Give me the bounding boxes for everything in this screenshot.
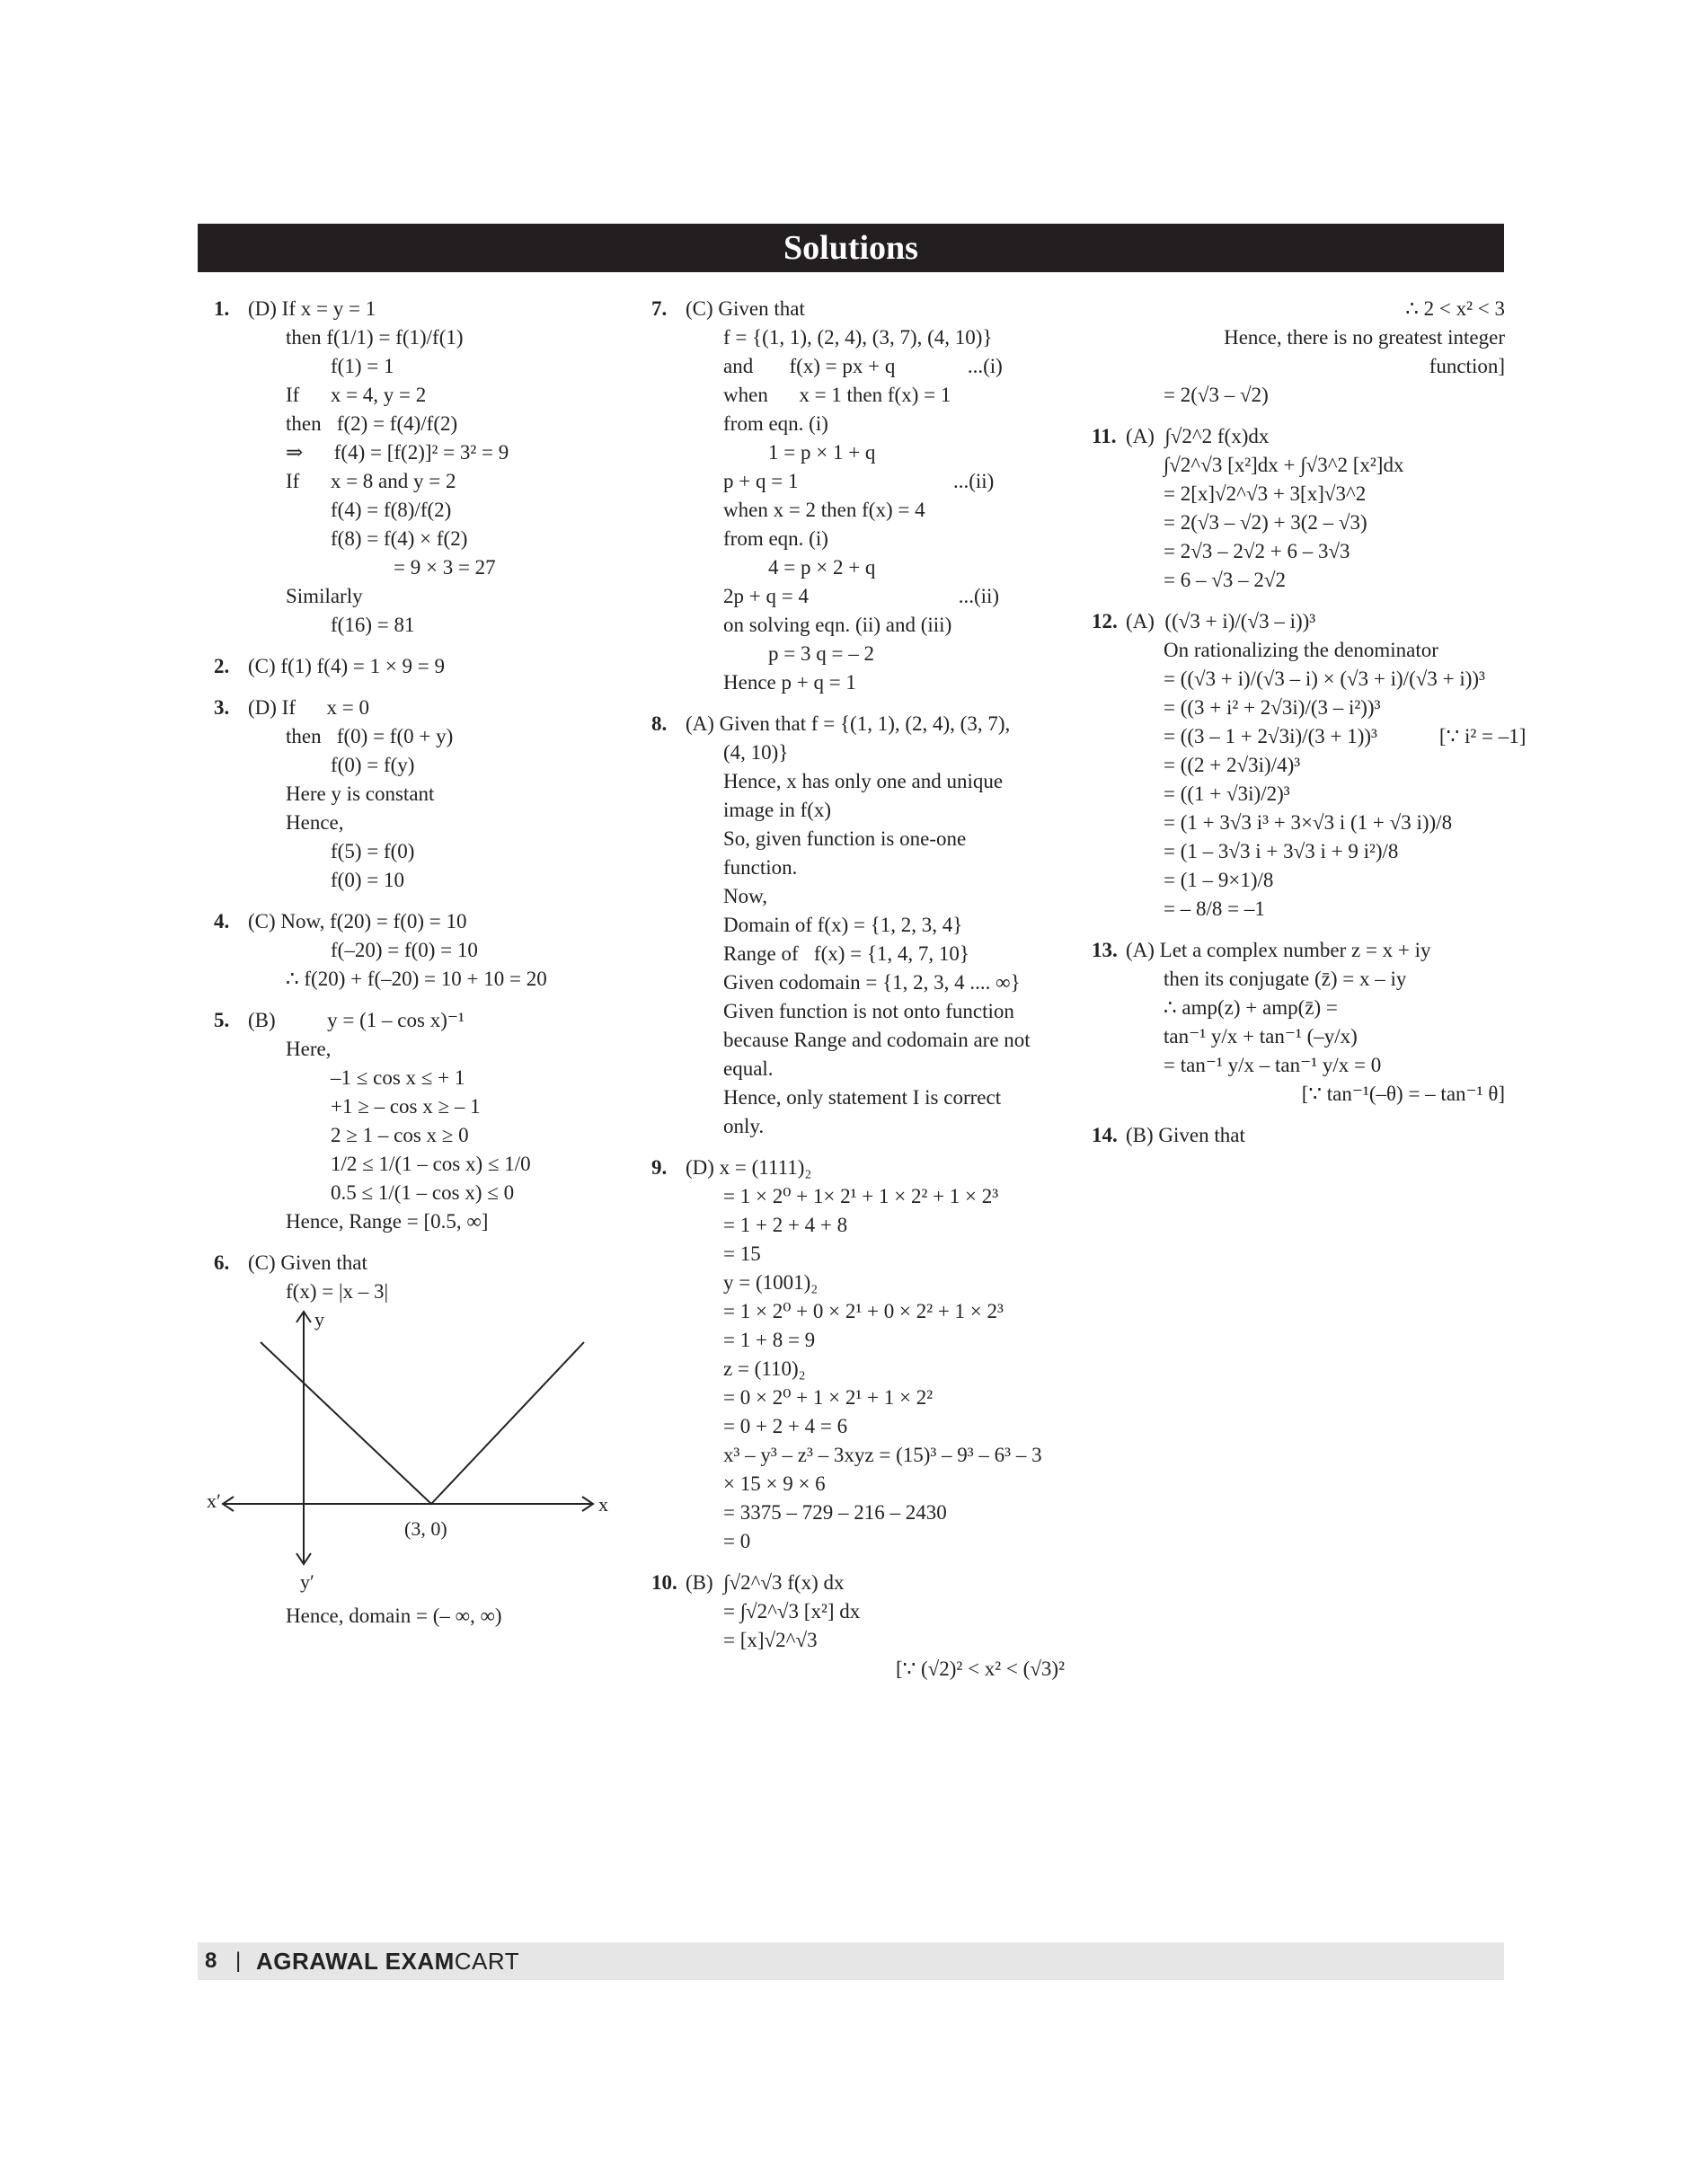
solution-text: Hence, Range = [0.5, ∞] <box>286 1210 489 1233</box>
solution-text: 4 = p × 2 + q <box>768 556 876 579</box>
y-prime-label: y′ <box>300 1570 314 1593</box>
page-number: 8 <box>205 1949 217 1973</box>
question-number: 11. <box>1092 425 1117 447</box>
solution-line <box>1092 323 1505 352</box>
question-number: 7. <box>651 297 668 320</box>
column-right <box>1092 295 1527 1150</box>
solution-line <box>651 553 1065 582</box>
solution-line <box>651 1297 1065 1326</box>
solution-text: then f(0) = f(0 + y) <box>286 725 454 747</box>
solution-text: when x = 2 then f(x) = 4 <box>723 499 925 521</box>
solution-line <box>214 780 591 809</box>
question-answer-line <box>651 295 1065 323</box>
solution-line <box>651 853 1065 882</box>
question-answer-line <box>214 694 591 722</box>
solution-text: = ((√3 + i)/(√3 – i) × (√3 + i)/(√3 + i))³ <box>1164 667 1485 690</box>
solution-text: Hence, domain = (– ∞, ∞) <box>286 1604 502 1627</box>
solution-text: Hence, only statement I is correct <box>723 1086 1002 1109</box>
solution-text: f(x) = |x – 3| <box>286 1280 389 1303</box>
solution-line <box>1092 480 1505 508</box>
solution-text: ⇒ f(4) = [f(2)]² = 3² = 9 <box>286 441 509 464</box>
question-number: 3. <box>214 696 230 719</box>
solution-line <box>651 1269 1065 1297</box>
spacer <box>214 895 591 907</box>
solution-text: Here y is constant <box>286 782 435 805</box>
solution-text: = 1 × 2⁰ + 1× 2¹ + 1 × 2² + 1 × 2³ <box>723 1185 999 1207</box>
solution-line <box>1092 537 1505 566</box>
solution-text: = 1 + 8 = 9 <box>723 1329 816 1351</box>
solution-text: = 1 + 2 + 4 + 8 <box>723 1214 848 1236</box>
solution-line <box>214 1150 591 1179</box>
solution-text: = 2(√3 – √2) <box>1164 384 1269 406</box>
solution-text: because Range and codomain are not <box>723 1029 1031 1051</box>
solution-text: = (1 – 9×1)/8 <box>1164 869 1274 891</box>
solution-text: = ∫√2^√3 [x²] dx <box>723 1600 861 1622</box>
solution-line <box>651 1527 1065 1556</box>
solution-line <box>651 1026 1065 1055</box>
question-number: 8. <box>651 712 668 735</box>
solution-line <box>651 1240 1065 1269</box>
solution-line <box>214 1092 591 1121</box>
solution-text: Hence, x has only one and unique <box>723 770 1004 792</box>
answer-text: (B) ∫√2^√3 f(x) dx <box>686 1571 845 1594</box>
solution-text: on solving eqn. (ii) and (iii) <box>723 614 952 636</box>
spacer <box>1092 924 1505 936</box>
spacer <box>214 994 591 1006</box>
solution-line <box>214 1064 591 1092</box>
question-answer-line <box>1092 936 1505 965</box>
question-answer-line <box>214 1249 591 1277</box>
solution-text: × 15 × 9 × 6 <box>723 1472 826 1495</box>
solution-line <box>651 1498 1065 1527</box>
solution-line <box>214 352 591 381</box>
solution-text: = 2√3 – 2√2 + 6 – 3√3 <box>1164 540 1350 562</box>
solution-text: = 6 – √3 – 2√2 <box>1164 569 1286 591</box>
spacer <box>1092 410 1505 422</box>
answer-text: (C) Given that <box>686 297 805 320</box>
solution-text: = tan⁻¹ y/x – tan⁻¹ y/x = 0 <box>1164 1054 1382 1076</box>
solution-line <box>651 882 1065 911</box>
question-answer-line <box>214 652 591 681</box>
answer-text: (D) x = (1111)₂ <box>686 1156 812 1179</box>
solution-line <box>651 825 1065 853</box>
solution-text: –1 ≤ cos x ≤ + 1 <box>331 1066 465 1089</box>
solution-text: If x = 4, y = 2 <box>286 384 427 406</box>
solution-line <box>651 1441 1065 1470</box>
solution-line <box>651 911 1065 940</box>
solution-text: Given codomain = {1, 2, 3, 4 .... ∞} <box>723 971 1021 994</box>
question-number: 9. <box>651 1156 668 1179</box>
solution-text: 1 = p × 1 + q <box>768 441 876 464</box>
solution-text: f(0) = 10 <box>331 869 404 891</box>
solution-text: [∵ tan⁻¹(–θ) = – tan⁻¹ θ] <box>1301 1083 1505 1105</box>
solution-line <box>214 965 591 994</box>
solution-text: p = 3 q = – 2 <box>768 642 874 665</box>
solution-text: 2p + q = 4 ...(ii) <box>723 585 1000 607</box>
solution-line <box>1092 809 1505 837</box>
answer-text: (C) Now, f(20) = f(0) = 10 <box>248 910 467 933</box>
solution-text: 0.5 ≤ 1/(1 – cos x) ≤ 0 <box>331 1181 515 1204</box>
question-answer-line <box>1092 607 1505 636</box>
question-answer-line <box>651 1154 1065 1182</box>
spacer <box>214 640 591 652</box>
solution-line <box>651 1112 1065 1141</box>
solution-line <box>1092 965 1505 994</box>
solution-text: = 2(√3 – √2) + 3(2 – √3) <box>1164 511 1367 534</box>
solution-line <box>651 668 1065 697</box>
question-answer-line <box>214 1006 591 1035</box>
solution-line <box>651 738 1065 767</box>
solution-text: Similarly <box>286 585 363 607</box>
solution-line <box>651 438 1065 467</box>
solution-line <box>1092 381 1505 410</box>
solution-line <box>651 1412 1065 1441</box>
question-answer-line <box>214 907 591 936</box>
solution-line <box>651 1326 1065 1355</box>
solution-line <box>214 323 591 352</box>
solution-line <box>214 936 591 965</box>
solution-text: 2 ≥ 1 – cos x ≥ 0 <box>331 1124 469 1146</box>
question-number: 5. <box>214 1009 230 1031</box>
solution-line <box>1092 451 1505 480</box>
solution-line <box>651 968 1065 997</box>
spacer <box>651 1556 1065 1569</box>
solution-text: Domain of f(x) = {1, 2, 3, 4} <box>723 914 963 936</box>
solution-line <box>1092 566 1505 595</box>
question-number: 1. <box>214 297 230 320</box>
solution-text: ∴ 2 < x² < 3 <box>1405 297 1505 320</box>
solution-text: Now, <box>723 885 767 907</box>
solution-text: Range of f(x) = {1, 4, 7, 10} <box>723 942 969 965</box>
solution-text: f(1) = 1 <box>331 355 394 377</box>
solution-text: ∴ f(20) + f(–20) = 10 + 10 = 20 <box>286 968 547 990</box>
solution-line <box>214 1035 591 1064</box>
solution-text: f(4) = f(8)/f(2) <box>331 499 452 521</box>
solution-text: = 15 <box>723 1242 761 1265</box>
solution-text: [∵ (√2)² < x² < (√3)² <box>895 1658 1065 1680</box>
solution-text: = – 8/8 = –1 <box>1164 897 1265 920</box>
spacer <box>214 1236 591 1249</box>
solution-line <box>1092 636 1505 665</box>
solution-text: = [x]√2^√3 <box>723 1629 818 1651</box>
solution-line <box>651 496 1065 525</box>
solution-text: = 0 <box>723 1530 751 1552</box>
abs-function-graph <box>207 1306 609 1594</box>
y-axis-label: y <box>314 1308 324 1330</box>
solution-line <box>1092 895 1505 924</box>
solution-line <box>651 1355 1065 1383</box>
publisher-brand <box>256 1946 519 1976</box>
x-axis-label: x <box>598 1493 608 1516</box>
solution-line <box>1092 1051 1505 1080</box>
solution-line <box>214 553 591 582</box>
answer-text: (B) Given that <box>1126 1124 1245 1146</box>
solution-text: Hence p + q = 1 <box>723 671 856 694</box>
brand-bold-text: AGRAWAL EXAM <box>256 1948 455 1975</box>
question-number: 6. <box>214 1251 230 1274</box>
solution-line <box>651 352 1065 381</box>
solution-line <box>1092 837 1505 866</box>
solution-line <box>651 611 1065 640</box>
solution-line <box>651 1597 1065 1626</box>
solution-line <box>651 767 1065 796</box>
solution-line <box>1092 751 1505 780</box>
solution-text: x³ – y³ – z³ – 3xyz = (15)³ – 9³ – 6³ – 3 <box>723 1444 1042 1466</box>
solution-line <box>1092 1022 1505 1051</box>
solution-text: = ((2 + 2√3i)/4)³ <box>1164 754 1301 776</box>
solution-line <box>651 1655 1065 1684</box>
solution-line <box>214 1602 591 1631</box>
spacer <box>214 681 591 694</box>
solution-line <box>214 837 591 866</box>
solution-text: and f(x) = px + q ...(i) <box>723 355 1003 377</box>
solution-line <box>651 1182 1065 1211</box>
question-number: 12. <box>1092 610 1118 632</box>
solution-text: from eqn. (i) <box>723 527 828 550</box>
solution-text: ∴ amp(z) + amp(z̄) = <box>1164 996 1338 1019</box>
solution-line <box>1092 694 1505 722</box>
answer-text: (A) ∫√2^2 f(x)dx <box>1126 425 1270 447</box>
solution-text: f(0) = f(y) <box>331 754 415 776</box>
solution-line <box>1092 1080 1505 1109</box>
solution-text: y = (1001)₂ <box>723 1271 819 1294</box>
question-answer-line <box>651 1569 1065 1597</box>
solution-text: = 3375 – 729 – 216 – 2430 <box>723 1501 947 1524</box>
solution-line <box>651 997 1065 1026</box>
solution-text: image in f(x) <box>723 799 832 821</box>
solution-text: = (1 – 3√3 i + 3√3 i + 9 i²)/8 <box>1164 840 1399 862</box>
answer-text: (A) Given that f = {(1, 1), (2, 4), (3, 7), <box>686 712 1011 735</box>
solution-text: f(–20) = f(0) = 10 <box>331 939 478 961</box>
solution-line <box>651 381 1065 410</box>
solution-text: On rationalizing the denominator <box>1164 639 1438 661</box>
solution-line <box>214 1179 591 1207</box>
question-number: 2. <box>214 655 230 677</box>
solutions-title-banner: Solutions <box>198 224 1504 272</box>
solution-line <box>1092 866 1505 895</box>
answer-text: (A) ((√3 + i)/(√3 – i))³ <box>1126 610 1316 632</box>
solution-text: = 0 + 2 + 4 = 6 <box>723 1415 848 1437</box>
solution-text: Hence, there is no greatest integer <box>1224 326 1505 349</box>
solution-text: = ((3 + i² + 2√3i)/(3 – i²))³ <box>1164 696 1381 719</box>
solution-text: function. <box>723 856 798 879</box>
solution-text: (4, 10)} <box>723 741 789 764</box>
solution-line <box>1092 780 1505 809</box>
solution-text: If x = 8 and y = 2 <box>286 470 456 492</box>
solution-text: z = (110)₂ <box>723 1357 806 1380</box>
solution-text: f = {(1, 1), (2, 4), (3, 7), (4, 10)} <box>723 326 993 349</box>
solution-text: = 0 × 2⁰ + 1 × 2¹ + 1 × 2² <box>723 1386 934 1409</box>
solution-line <box>651 796 1065 825</box>
solution-line <box>1092 722 1527 751</box>
solution-text: = (1 + 3√3 i³ + 3×√3 i (1 + √3 i))/8 <box>1164 811 1453 834</box>
spacer <box>651 697 1065 710</box>
solution-line <box>214 438 591 467</box>
solution-text: equal. <box>723 1057 774 1080</box>
solution-text: then f(2) = f(4)/f(2) <box>286 412 458 435</box>
solution-text: = 9 × 3 = 27 <box>394 556 496 579</box>
footer-separator: | <box>235 1949 242 1973</box>
solution-text: Hence, <box>286 811 344 834</box>
solution-text: = ((3 – 1 + 2√3i)/(3 + 1))³ [∵ i² = –1] <box>1164 725 1527 747</box>
question-answer-line <box>651 710 1065 738</box>
solution-text: Here, <box>286 1038 332 1060</box>
abs-curve <box>261 1342 584 1504</box>
solution-text: only. <box>723 1115 765 1137</box>
solution-text: 1/2 ≤ 1/(1 – cos x) ≤ 1/0 <box>331 1153 531 1175</box>
solution-line <box>214 467 591 496</box>
solution-line <box>214 381 591 410</box>
solution-line <box>1092 665 1505 694</box>
question-answer-line <box>214 295 591 323</box>
brand-regular-text: CART <box>454 1948 520 1975</box>
solution-text: = 2[x]√2^√3 + 3[x]√3^2 <box>1164 482 1367 505</box>
question-answer-line <box>1092 422 1505 451</box>
solution-text: +1 ≥ – cos x ≥ – 1 <box>331 1095 481 1118</box>
solution-text: f(5) = f(0) <box>331 840 415 862</box>
solution-line <box>651 525 1065 553</box>
solution-line <box>651 1470 1065 1498</box>
question-number: 13. <box>1092 939 1118 961</box>
solution-text: Given function is not onto function <box>723 1000 1014 1022</box>
solution-line <box>214 1207 591 1236</box>
solution-line <box>214 496 591 525</box>
answer-text: (C) Given that <box>248 1251 367 1274</box>
solution-line <box>214 722 591 751</box>
question-answer-line <box>1092 1121 1505 1150</box>
solution-line <box>651 582 1065 611</box>
answer-text: (D) If x = 0 <box>248 696 369 719</box>
solution-line <box>214 611 591 640</box>
solution-line <box>651 940 1065 968</box>
solution-text: f(16) = 81 <box>331 614 415 636</box>
solution-line <box>214 751 591 780</box>
solution-line <box>651 1383 1065 1412</box>
solution-line <box>1092 295 1505 323</box>
spacer <box>651 1141 1065 1154</box>
solution-line <box>651 1211 1065 1240</box>
solution-text: then f(1/1) = f(1)/f(1) <box>286 326 464 349</box>
question-number: 10. <box>651 1571 677 1594</box>
question-number: 14. <box>1092 1124 1118 1146</box>
solution-line <box>651 1055 1065 1083</box>
solution-line <box>214 410 591 438</box>
solution-text: p + q = 1 ...(ii) <box>723 470 995 492</box>
solution-line <box>651 640 1065 668</box>
answer-text: (C) f(1) f(4) = 1 × 9 = 9 <box>248 655 446 677</box>
solution-line <box>651 1626 1065 1655</box>
answer-text: (D) If x = y = 1 <box>248 297 376 320</box>
solution-text: f(8) = f(4) × f(2) <box>331 527 468 550</box>
solution-line <box>651 410 1065 438</box>
solution-text: tan⁻¹ y/x + tan⁻¹ (–y/x) <box>1164 1025 1358 1048</box>
solution-line <box>214 1277 591 1306</box>
column-left <box>207 295 608 1631</box>
solution-text: = 1 × 2⁰ + 0 × 2¹ + 0 × 2² + 1 × 2³ <box>723 1300 1004 1322</box>
column-middle <box>651 295 1065 1684</box>
solution-line <box>1092 994 1505 1022</box>
solution-line <box>651 467 1065 496</box>
solution-text: So, given function is one-one <box>723 827 967 850</box>
solution-line <box>214 1121 591 1150</box>
solution-text: when x = 1 then f(x) = 1 <box>723 384 951 406</box>
solution-text: ∫√2^√3 [x²]dx + ∫√3^2 [x²]dx <box>1164 454 1404 476</box>
question-number: 4. <box>214 910 230 933</box>
solution-line <box>651 1083 1065 1112</box>
solution-text: function] <box>1429 355 1505 377</box>
solution-text: then its conjugate (z̄) = x – iy <box>1164 968 1407 990</box>
solution-line <box>214 582 591 611</box>
solution-text: = ((1 + √3i)/2)³ <box>1164 782 1290 805</box>
spacer <box>1092 595 1505 607</box>
answer-text: (B) y = (1 – cos x)⁻¹ <box>248 1009 465 1031</box>
solution-line <box>214 525 591 553</box>
vertex-label: (3, 0) <box>404 1517 447 1540</box>
solution-line <box>1092 508 1505 537</box>
answer-text: (A) Let a complex number z = x + iy <box>1126 939 1431 961</box>
x-prime-label: x′ <box>207 1490 221 1512</box>
spacer <box>1092 1109 1505 1121</box>
solution-line <box>1092 352 1505 381</box>
solution-line <box>214 866 591 895</box>
solution-text: from eqn. (i) <box>723 412 828 435</box>
solution-line <box>651 323 1065 352</box>
solution-line <box>214 809 591 837</box>
